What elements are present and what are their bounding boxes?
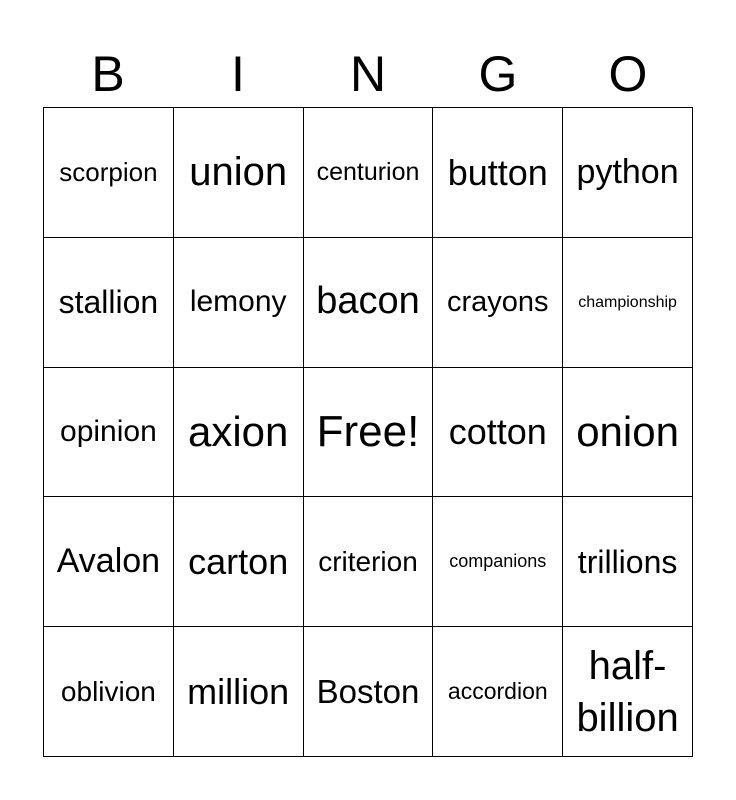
cell-word: stallion — [58, 284, 159, 320]
cell-word: union — [189, 150, 288, 195]
bingo-cell[interactable] — [563, 368, 693, 498]
free-space[interactable] — [304, 368, 434, 498]
cell-word: championship — [578, 293, 677, 311]
cell-word: lemony — [189, 285, 287, 319]
cell-word: onion — [576, 407, 679, 455]
bingo-cell[interactable] — [433, 368, 563, 498]
cell-word: million — [187, 671, 290, 712]
header-letter-g: G — [478, 46, 518, 102]
cell-word: half- billion — [576, 643, 679, 740]
bingo-cell[interactable] — [433, 238, 563, 368]
bingo-grid — [43, 107, 693, 757]
bingo-cell[interactable] — [433, 497, 563, 627]
cell-word: bacon — [316, 280, 420, 323]
bingo-cell[interactable] — [174, 627, 304, 757]
bingo-cell[interactable] — [563, 108, 693, 238]
bingo-cell[interactable] — [433, 627, 563, 757]
cell-word: python — [576, 153, 679, 191]
bingo-cell[interactable] — [44, 497, 174, 627]
bingo-cell[interactable] — [563, 497, 693, 627]
bingo-cell[interactable] — [433, 108, 563, 238]
bingo-cell[interactable] — [563, 238, 693, 368]
header-letter-o: O — [608, 46, 648, 102]
cell-word: cotton — [448, 411, 547, 453]
header-letter-n: N — [349, 46, 387, 102]
bingo-cell[interactable] — [563, 627, 693, 757]
bingo-cell[interactable] — [174, 368, 304, 498]
header-letter-b: B — [91, 46, 125, 102]
bingo-cell[interactable] — [174, 238, 304, 368]
cell-word: oblivion — [60, 675, 156, 707]
bingo-cell[interactable] — [304, 238, 434, 368]
cell-word: centurion — [316, 158, 420, 187]
cell-word: crayons — [447, 285, 549, 318]
bingo-cell[interactable] — [174, 497, 304, 627]
bingo-cell[interactable] — [44, 108, 174, 238]
cell-word: Avalon — [56, 542, 161, 581]
bingo-cell[interactable] — [44, 627, 174, 757]
cell-word: trillions — [577, 543, 678, 580]
cell-word: opinion — [60, 414, 157, 448]
cell-word: button — [447, 151, 548, 193]
cell-word: companions — [449, 550, 547, 571]
bingo-cell[interactable] — [174, 108, 304, 238]
cell-word: criterion — [318, 545, 418, 577]
cell-word: accordion — [447, 677, 548, 704]
bingo-cell[interactable] — [44, 238, 174, 368]
bingo-cell[interactable] — [44, 368, 174, 498]
bingo-cell[interactable] — [304, 497, 434, 627]
header-letter-i: I — [231, 46, 245, 102]
cell-word: scorpion — [59, 156, 158, 187]
cell-word: Boston — [316, 672, 420, 710]
free-space-label: Free! — [316, 406, 420, 456]
cell-word: carton — [188, 541, 289, 583]
bingo-cell[interactable] — [304, 627, 434, 757]
cell-word: axion — [187, 407, 289, 455]
bingo-cell[interactable] — [304, 108, 434, 238]
bingo-header — [43, 40, 693, 108]
